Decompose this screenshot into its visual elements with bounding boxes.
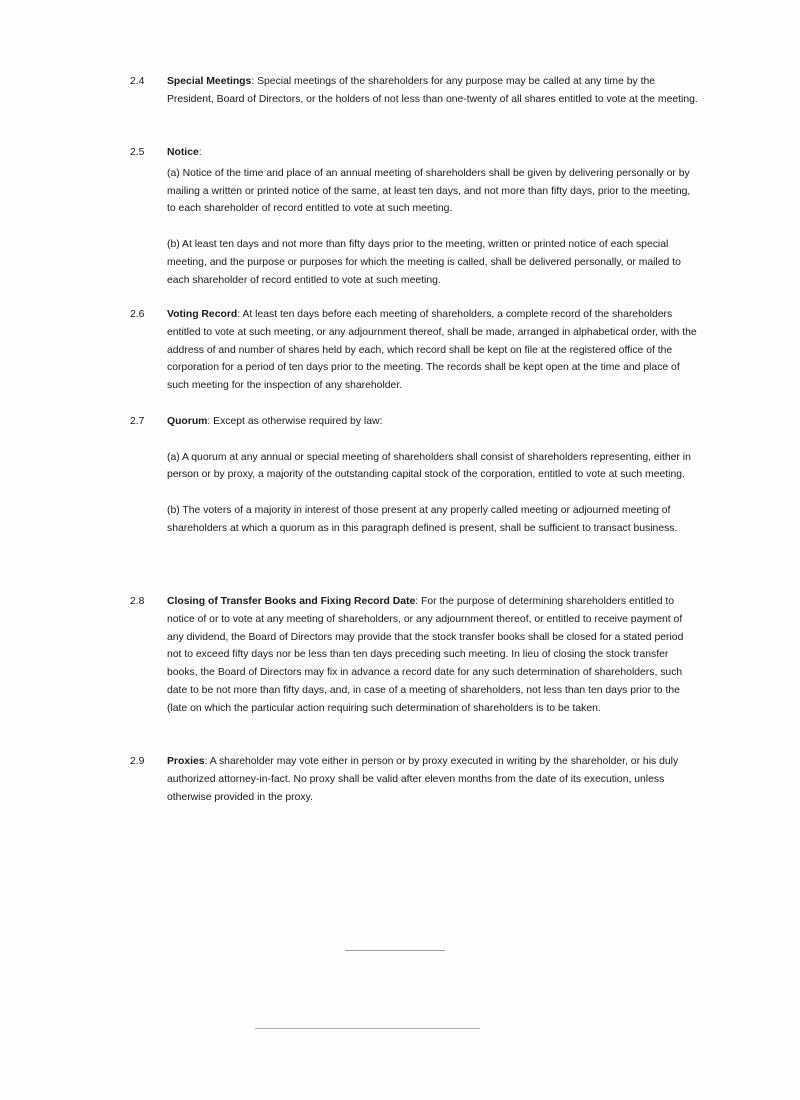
- section-number: 2.4: [130, 76, 145, 87]
- section-number: 2.8: [130, 596, 145, 607]
- section-2-6: [130, 306, 700, 395]
- section-heading: Proxies: [167, 756, 205, 767]
- section-paragraph: [167, 73, 700, 109]
- section-body: [167, 73, 700, 109]
- section-2-9: [130, 753, 700, 806]
- section-body: [167, 413, 700, 538]
- section-paragraph: [167, 306, 700, 395]
- section-body: [167, 144, 700, 289]
- section-number: 2.5: [130, 147, 145, 158]
- section-text: : For the purpose of determining shareholders entitled to notice of or to vote at any meeting of shareholders, or any adjournment thereof, or entitled to receive payment of any dividend, the Board of Directors may provide that the stock transfer books shall be closed for a stated period not to exceed fifty days nor be less than ten days preceding such meeting. In lieu of closing the stock transfer books, the Board of Directors may fix in advance a record date for any such determination of shareholders, such date to be not more than fifty days, and, in case of a meeting of shareholders, not less than ten days prior to the (late on which the particular action requiring such determination of shareholders is to be taken.: [167, 596, 684, 714]
- section-paragraph-b: (b) The voters of a majority in interest of those present at any properly called meeting or adjourned meeting of shareholders at which a quorum as in this paragraph defined is present, shall be sufficient to transact business.: [167, 504, 678, 534]
- section-2-8: [130, 593, 700, 718]
- section-number: 2.6: [130, 309, 145, 320]
- section-number: 2.7: [130, 416, 145, 427]
- section-text: : A shareholder may vote either in person or by proxy executed in writing by the shareholder, or his duly authorized attorney-in-fact. No proxy shall be valid after eleven months from the date of its execution, unless otherwise provided in the proxy.: [167, 756, 679, 803]
- scan-artifact-line: [255, 1028, 480, 1029]
- section-heading: Voting Record: [167, 309, 238, 320]
- section-paragraph: [167, 593, 700, 718]
- section-2-4: [130, 73, 700, 109]
- section-number: 2.9: [130, 756, 145, 767]
- section-heading: Closing of Transfer Books and Fixing Record Date: [167, 596, 416, 607]
- section-heading-suffix: :: [198, 147, 202, 158]
- section-paragraph-a: (a) Notice of the time and place of an annual meeting of shareholders shall be given by delivering personally or by mailing a written or printed notice of the same, at least ten days, and not more than fifty days, prior to the meeting, to each shareholder of record entitled to vote at such meeting.: [167, 167, 691, 215]
- section-text: : Except as otherwise required by law:: [207, 416, 383, 427]
- scan-artifact-line: [345, 950, 445, 951]
- section-paragraph-b: (b) At least ten days and not more than fifty days prior to the meeting, written or printed notice of each special meeting, and the purpose or purposes for which the meeting is called, shall be delivered personally, or mailed to each shareholder of record entitled to vote at such meeting.: [167, 238, 681, 286]
- section-text: : At least ten days before each meeting of shareholders, a complete record of the shareholders entitled to vote at such meeting, or any adjournment thereof, shall be made, arranged in alphabetical order, with the address of and number of shares held by each, which record shall be kept on file at the registered office of the corporation for a period of ten days prior to the meeting. The records shall be kept open at the time and place of such meeting for the inspection of any shareholder.: [167, 309, 697, 392]
- section-paragraph: [167, 753, 700, 806]
- section-body: [167, 593, 700, 718]
- section-body: [167, 753, 700, 806]
- section-heading: Quorum: [167, 416, 208, 427]
- section-paragraph-a: (a) A quorum at any annual or special meeting of shareholders shall consist of shareholders representing, either in person or by proxy, a majority of the outstanding capital stock of the corporation, entitled to vote at such meeting.: [167, 451, 691, 481]
- section-2-5: [130, 144, 700, 289]
- section-text: : Special meetings of the shareholders for any purpose may be called at any time by the President, Board of Directors, or the holders of not less than one-twenty of all shares entitled to vote at the meeting.: [167, 76, 698, 105]
- section-paragraph: [167, 413, 700, 431]
- section-2-7: [130, 413, 700, 538]
- section-heading: Special Meetings: [167, 76, 252, 87]
- section-heading: Notice: [167, 147, 199, 158]
- section-body: [167, 306, 700, 395]
- section-heading-line: [167, 144, 700, 162]
